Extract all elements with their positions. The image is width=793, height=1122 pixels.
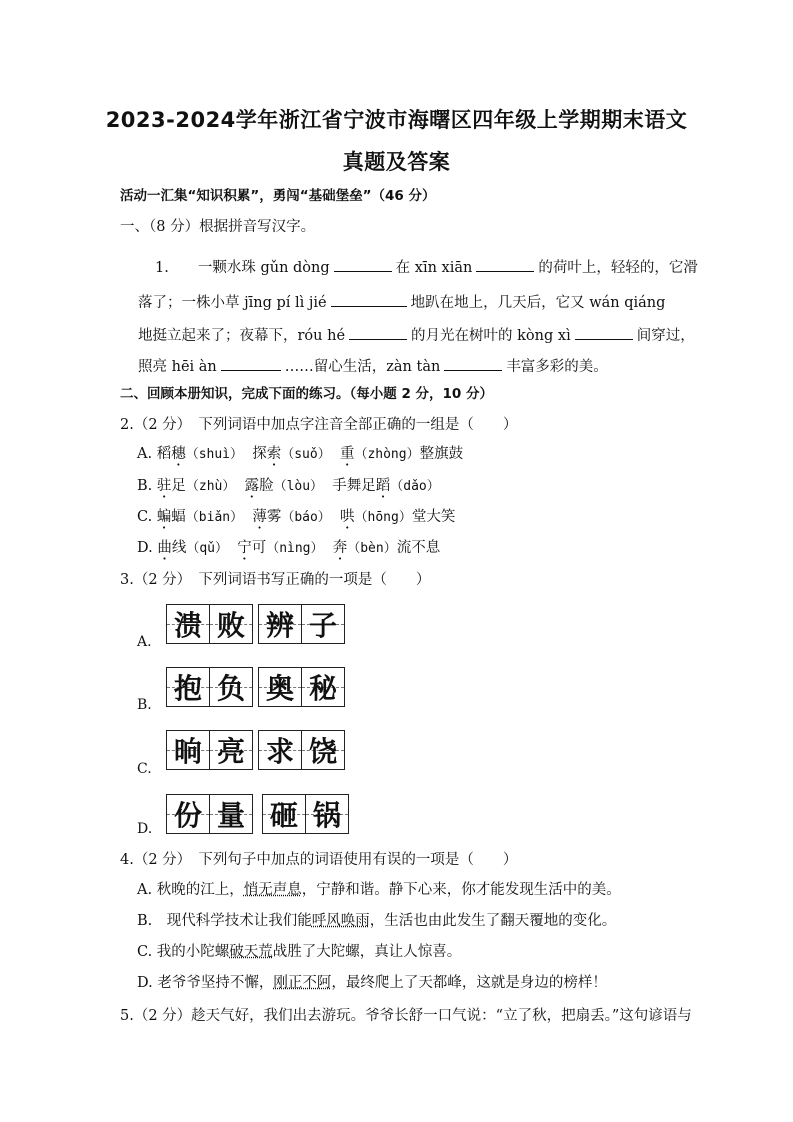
grid-cell: 亮 (209, 731, 252, 769)
grid-cell: 溃 (167, 605, 209, 643)
q3-option-a-label[interactable]: A. (137, 634, 152, 650)
sentence-text: 战胜了大陀螺，真让人惊喜。 (272, 944, 462, 960)
sentence-text: ，生活也由此发生了翻天覆地的变化。 (369, 913, 617, 929)
grid-cell: 子 (301, 605, 344, 643)
q1-text: 丰富多彩的美。 (506, 359, 608, 375)
q1-text: 间穿过， (636, 328, 695, 344)
q3-option-b-word2 (258, 667, 345, 707)
option-label: B. (137, 478, 153, 494)
q2-stem: 2.（2 分） 下列词语中加点字注音全部正确的一组是（ ） (120, 417, 518, 433)
grid-cell: 负 (209, 668, 252, 706)
q1-text: 的月光在树叶的 kòng xì (411, 328, 571, 344)
grid-cell: 秘 (301, 668, 344, 706)
section1-heading: 一、（8 分）根据拼音写汉字。 (120, 219, 316, 235)
grid-cell: 饶 (301, 731, 344, 769)
option-label: A. (137, 446, 153, 462)
sentence-text: ，最终爬上了天都峰，这就是身边的榜样！ (331, 975, 607, 991)
dotted-char: 宁 (237, 540, 252, 556)
q2-option-c[interactable] (137, 507, 455, 528)
q3-option-b-word1 (166, 667, 253, 707)
pinyin: （dǎo） (390, 479, 440, 494)
dotted-char: 蹈 (375, 478, 391, 494)
dotted-char: 哄 (340, 509, 355, 525)
grid-cell: 量 (209, 795, 252, 833)
answer-blank[interactable] (575, 323, 633, 340)
pinyin: （hōng） (354, 510, 412, 525)
pinyin: （lòu） (273, 479, 324, 494)
dotted-char: 露 (244, 478, 260, 494)
activity-heading: 活动一汇集“知识积累”，勇闯“基础堡垒”（46 分） (120, 188, 436, 204)
grid-cell: 砸 (263, 795, 305, 833)
grid-cell: 奥 (259, 668, 301, 706)
dotted-phrase: 破天荒 (229, 944, 273, 960)
answer-blank[interactable] (331, 290, 407, 307)
q1-text: 照亮 hēi àn (138, 359, 217, 375)
q3-option-a-word2 (258, 604, 345, 644)
grid-cell: 锅 (305, 795, 348, 833)
q1-text: 1. 一颗水珠 gǔn dòng (155, 260, 330, 276)
grid-cell: 份 (167, 795, 209, 833)
sentence-text: C. 我的小陀螺 (137, 944, 230, 960)
pinyin: （zhù） (185, 479, 236, 494)
dotted-char: 奔 (332, 540, 348, 556)
dotted-phrase: 悄无声息 (243, 882, 302, 898)
word: 雾 (266, 509, 282, 525)
sentence-text: ，宁静和谐。静下心来，你才能发现生活中的美。 (301, 882, 621, 898)
q2-option-a[interactable] (137, 444, 463, 465)
dotted-char: 曲 (157, 540, 172, 556)
word: 可 (251, 540, 267, 556)
q3-option-c-label[interactable]: C. (137, 761, 152, 777)
grid-cell: 晌 (167, 731, 209, 769)
answer-blank[interactable] (444, 354, 502, 371)
q1-text: 落了；一株小草 jīng pí lì jié (138, 295, 327, 311)
sentence-text: D. 老爷爷坚持不懈， (137, 975, 274, 991)
answer-blank[interactable] (349, 323, 407, 340)
grid-cell: 抱 (167, 668, 209, 706)
q1-line4 (138, 354, 608, 377)
q3-option-d-word2 (262, 794, 349, 834)
dotted-char: 薄 (252, 509, 267, 525)
document-title-line2: 真题及答案 (342, 150, 451, 174)
word: 线 (171, 540, 187, 556)
q3-option-b-label[interactable]: B. (137, 697, 152, 713)
grid-cell: 求 (259, 731, 301, 769)
q1-line1 (155, 255, 698, 278)
option-label: C. (137, 509, 153, 525)
word: 蝠 (171, 509, 186, 525)
pinyin: （suǒ） (281, 447, 331, 462)
q3-option-d-label[interactable]: D. (137, 821, 153, 837)
q3-option-d-word1 (166, 794, 253, 834)
grid-cell: 败 (209, 605, 252, 643)
q3-stem: 3.（2 分） 下列词语书写正确的一项是（ ） (120, 572, 431, 588)
pinyin: （báo） (281, 510, 331, 525)
dotted-char: 驻 (156, 478, 172, 494)
answer-blank[interactable] (334, 255, 392, 272)
q3-option-c-word2 (258, 730, 345, 770)
q5-stem: 5.（2 分）趁天气好，我们出去游玩。爷爷长舒一口气说：“立了秋，把扇丢。”这句谚语与 (120, 1008, 692, 1024)
q1-text: 的荷叶上，轻轻的，它滑 (538, 260, 698, 276)
q3-option-a-word1 (166, 604, 253, 644)
q2-option-b[interactable] (137, 476, 440, 497)
word: 整旗鼓 (419, 446, 464, 462)
q4-option-a[interactable] (137, 880, 621, 900)
q2-option-d[interactable] (137, 538, 440, 559)
word: 流不息 (396, 540, 441, 556)
pinyin: （biǎn） (185, 510, 244, 525)
dotted-phrase: 呼风唤雨 (311, 913, 370, 929)
dotted-char: 蝙 (156, 509, 172, 525)
word: 堂大笑 (411, 509, 456, 525)
dotted-char: 重 (339, 446, 355, 462)
dotted-char: 索 (266, 446, 282, 462)
document-title-line1: 2023-2024学年浙江省宁波市海曙区四年级上学期期末语文 (105, 108, 688, 132)
word: 稻 (156, 446, 172, 462)
q1-text: 在 xīn xiān (395, 260, 473, 276)
q1-text: 地趴在地上，几天后，它又 wán qiáng (410, 295, 666, 311)
pinyin: （bèn） (347, 541, 397, 556)
sentence-text: B. 现代科学技术让我们能 (137, 913, 312, 929)
answer-blank[interactable] (476, 255, 534, 272)
q1-text: 地挺立起来了；夜幕下，róu hé (138, 328, 346, 344)
q4-option-d[interactable] (137, 973, 607, 993)
pinyin: （shuì） (185, 447, 244, 462)
q3-option-c-word1 (166, 730, 253, 770)
answer-blank[interactable] (221, 354, 281, 371)
q4-option-c[interactable] (137, 942, 461, 962)
q1-line2 (138, 290, 665, 313)
pinyin: （nìng） (266, 541, 324, 556)
word: 脸 (259, 478, 274, 494)
sentence-text: A. 秋晚的江上， (137, 882, 244, 898)
dotted-char: 穗 (171, 446, 186, 462)
pinyin: （zhòng） (354, 447, 420, 462)
q1-line3 (138, 323, 695, 346)
grid-cell: 辨 (259, 605, 301, 643)
word: 足 (171, 478, 186, 494)
option-label: D. (137, 540, 153, 556)
section2-heading: 二、回顾本册知识，完成下面的练习。（每小题 2 分，10 分） (120, 386, 494, 402)
q4-stem: 4.（2 分） 下列句子中加点的词语使用有误的一项是（ ） (120, 852, 518, 868)
dotted-phrase: 刚正不阿 (273, 975, 332, 991)
q4-option-b[interactable] (137, 911, 616, 931)
q1-text: ……留心生活，zàn tàn (284, 359, 441, 375)
word: 探 (252, 446, 267, 462)
word: 手舞足 (332, 478, 376, 494)
pinyin: （qǔ） (186, 541, 228, 556)
